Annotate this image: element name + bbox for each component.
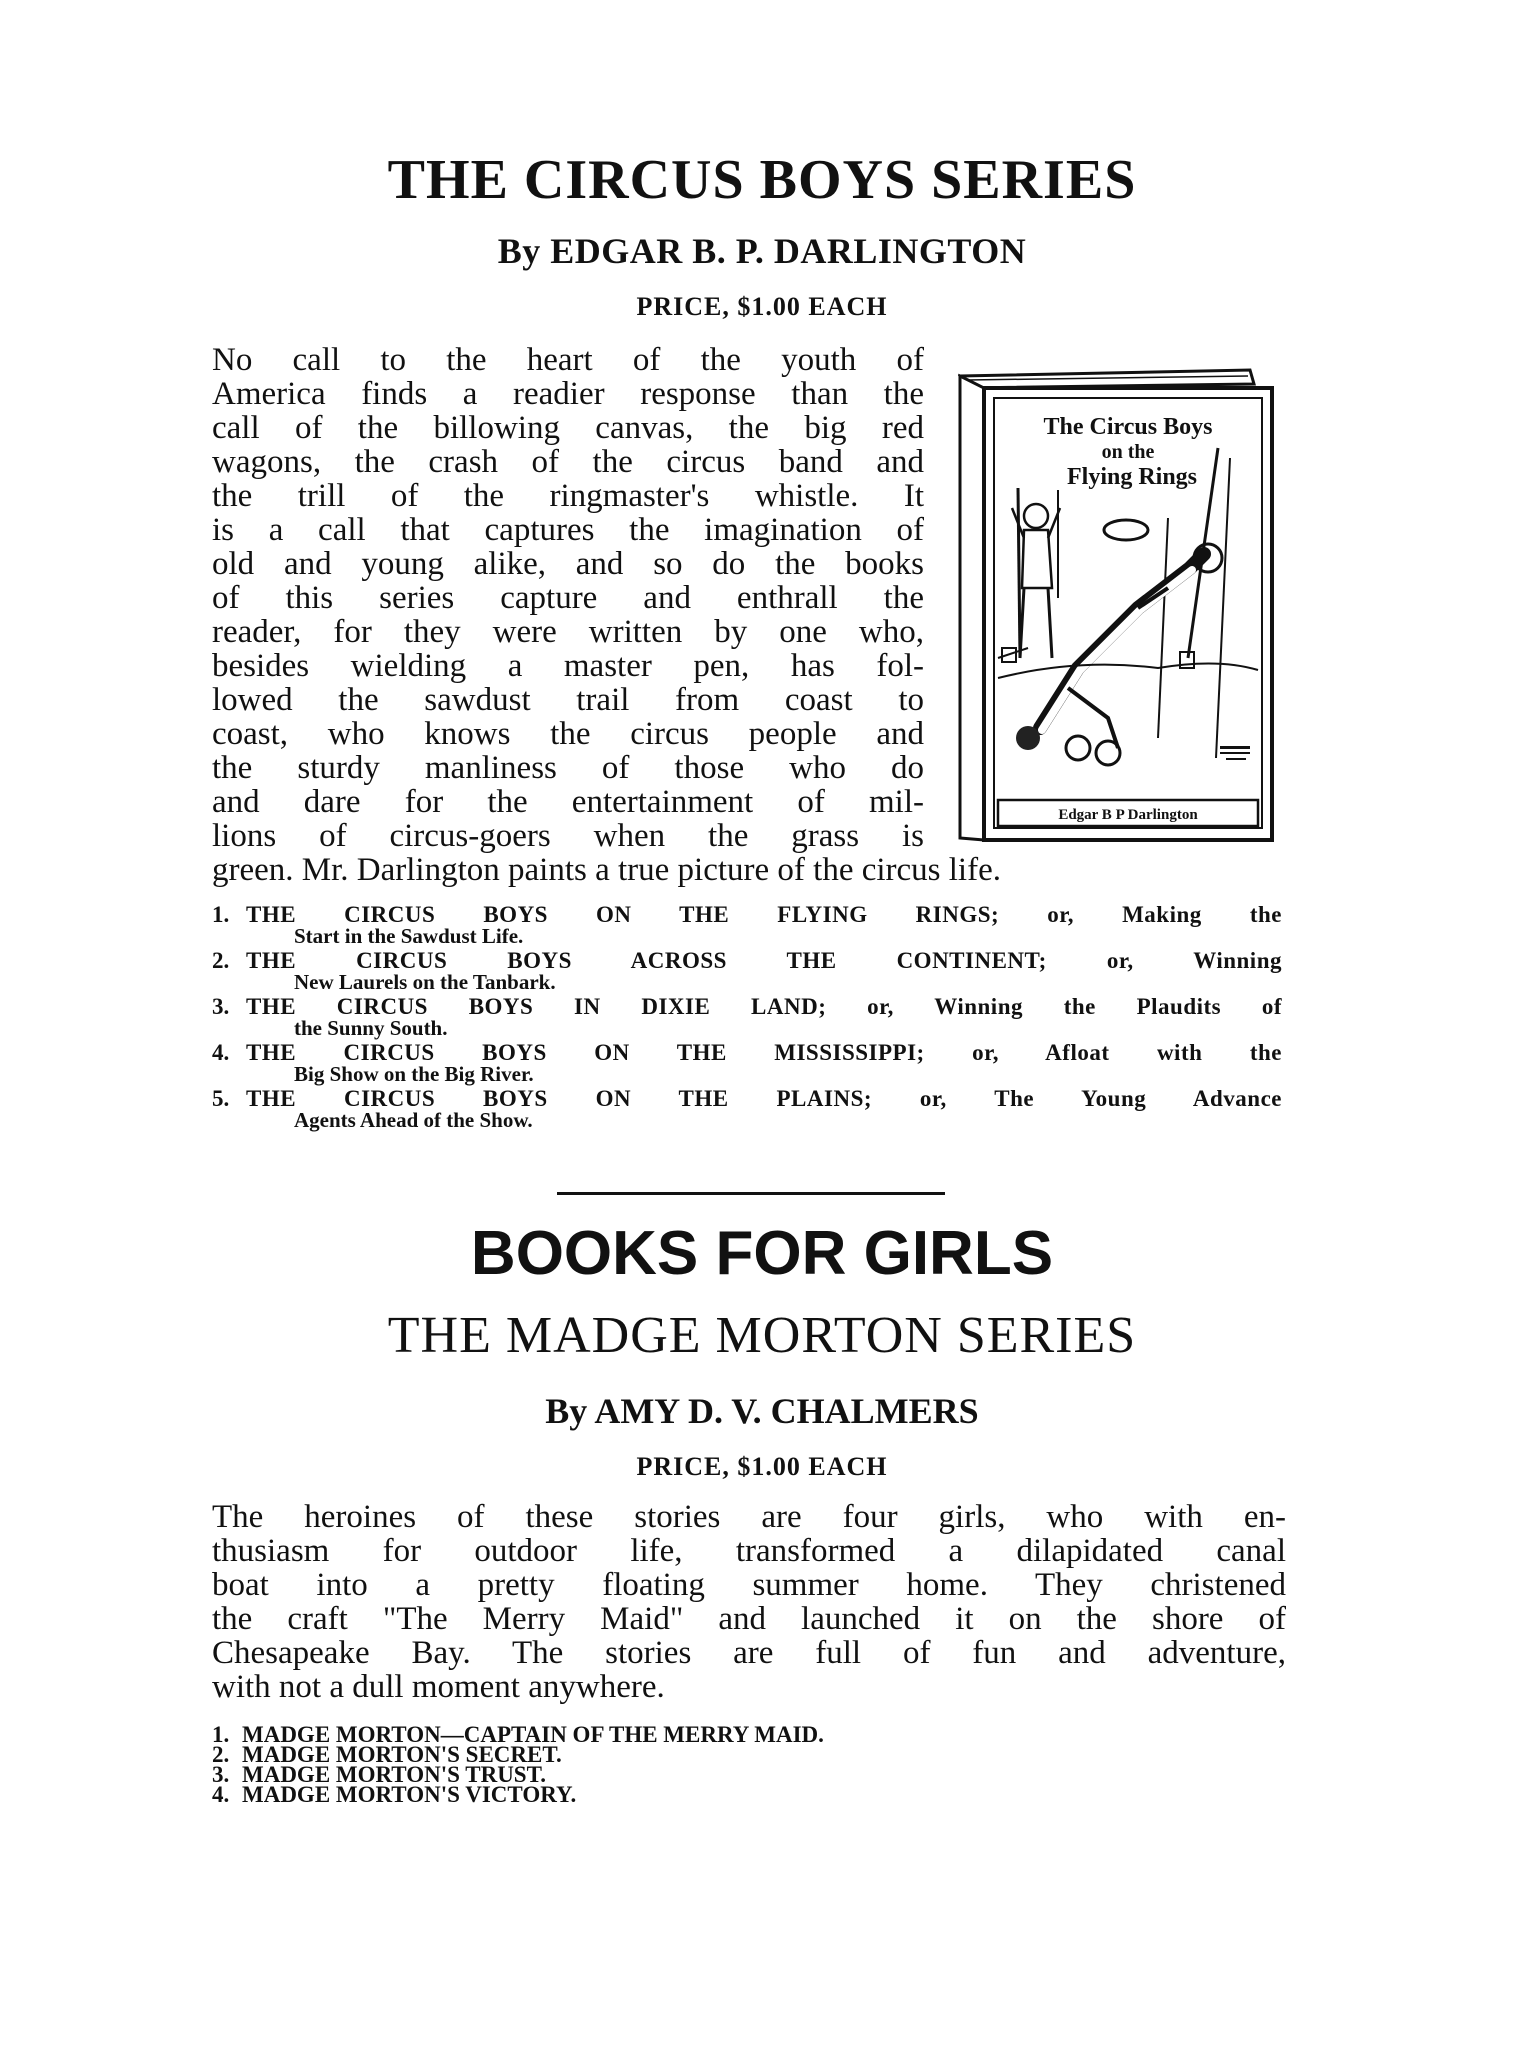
description-line: coast, who knows the circus people and xyxy=(212,716,924,752)
list-item-number: 4. xyxy=(212,1040,230,1065)
list-item-subtitle: New Laurels on the Tanbark. xyxy=(294,970,556,994)
list-item-number: 3. xyxy=(212,994,230,1019)
description-line: America finds a readier response than the xyxy=(212,376,924,412)
description-line: call of the billowing canvas, the big red xyxy=(212,410,924,446)
list-item xyxy=(212,1782,1282,1807)
list-item-number: 1. xyxy=(212,1722,230,1747)
list-item-number: 2. xyxy=(212,948,230,973)
list-item xyxy=(212,1042,1282,1084)
list-item-title: MADGE MORTON'S TRUST. xyxy=(242,1762,546,1787)
description-line: The heroines of these stories are four girls, who with en- xyxy=(212,1499,1286,1535)
list-item-subtitle: Big Show on the Big River. xyxy=(294,1062,534,1086)
madge-morton-series-title: THE MADGE MORTON SERIES xyxy=(387,1307,1137,1364)
circus-boys-price: PRICE, $1.00 EACH xyxy=(636,292,888,321)
description-line: is a call that captures the imagination of xyxy=(212,512,924,548)
list-item-title: THE CIRCUS BOYS ACROSS THE CONTINENT; or, Winning xyxy=(246,948,1282,973)
description-line: the sturdy manliness of those who do xyxy=(212,750,924,786)
list-item-subtitle: Agents Ahead of the Show. xyxy=(294,1108,533,1132)
list-item-number: 3. xyxy=(212,1762,230,1787)
section-divider xyxy=(557,1192,945,1195)
description-line: lowed the sawdust trail from coast to xyxy=(212,682,924,718)
list-item-title: THE CIRCUS BOYS IN DIXIE LAND; or, Winning the Plaudits of xyxy=(246,994,1282,1019)
description-line: lions of circus-goers when the grass is xyxy=(212,818,924,854)
cover-author: Edgar B P Darlington xyxy=(1058,807,1198,823)
cover-title-line3: Flying Rings xyxy=(1066,464,1198,490)
list-item xyxy=(212,996,1282,1038)
description-final-line: with not a dull moment anywhere. xyxy=(212,1669,665,1705)
description-line: reader, for they were written by one who, xyxy=(212,614,924,650)
description-line: boat into a pretty floating summer home. They christened xyxy=(212,1567,1286,1603)
list-item-subtitle: the Sunny South. xyxy=(294,1016,448,1040)
list-item-number: 1. xyxy=(212,902,230,927)
list-item-title: THE CIRCUS BOYS ON THE PLAINS; or, The Young Advance xyxy=(246,1086,1282,1111)
list-item-number: 2. xyxy=(212,1742,230,1767)
description-line: Chesapeake Bay. The stories are full of fun and adventure, xyxy=(212,1635,1286,1671)
list-item-title: THE CIRCUS BOYS ON THE FLYING RINGS; or, Making the xyxy=(246,902,1282,927)
description-line: thusiasm for outdoor life, transformed a dilapidated canal xyxy=(212,1533,1286,1569)
cover-title-line1: The Circus Boys xyxy=(1043,414,1213,440)
circus-boys-author: By EDGAR B. P. DARLINGTON xyxy=(497,231,1027,271)
list-item xyxy=(212,1088,1282,1130)
book-cover-svg xyxy=(958,358,1274,844)
madge-morton-price: PRICE, $1.00 EACH xyxy=(636,1452,888,1481)
list-item-title: MADGE MORTON'S SECRET. xyxy=(242,1742,562,1767)
list-item-number: 4. xyxy=(212,1782,230,1807)
description-line: and dare for the entertainment of mil- xyxy=(212,784,924,820)
madge-morton-book-list xyxy=(212,1722,1282,1807)
description-line: the craft "The Merry Maid" and launched it on the shore of xyxy=(212,1601,1286,1637)
description-line: the trill of the ringmaster's whistle. It xyxy=(212,478,924,514)
list-item-subtitle: Start in the Sawdust Life. xyxy=(294,924,524,948)
description-final-line: green. Mr. Darlington paints a true picture of the circus life. xyxy=(212,852,1001,888)
description-line: of this series capture and enthrall the xyxy=(212,580,924,616)
list-item-title: THE CIRCUS BOYS ON THE MISSISSIPPI; or, Afloat with the xyxy=(246,1040,1282,1065)
list-item-title: MADGE MORTON'S VICTORY. xyxy=(242,1782,577,1807)
cover-title-line2: on the xyxy=(1101,441,1155,463)
description-line: old and young alike, and so do the books xyxy=(212,546,924,582)
circus-boys-description xyxy=(212,343,924,853)
book-cover-illustration xyxy=(958,358,1274,844)
list-item-number: 5. xyxy=(212,1086,230,1111)
list-item-title: MADGE MORTON—CAPTAIN OF THE MERRY MAID. xyxy=(242,1722,824,1747)
description-line: besides wielding a master pen, has fol- xyxy=(212,648,924,684)
circus-boys-series-title: THE CIRCUS BOYS SERIES xyxy=(387,149,1137,211)
books-for-girls-heading: BOOKS FOR GIRLS xyxy=(470,1219,1054,1288)
list-item xyxy=(212,950,1282,992)
description-line: No call to the heart of the youth of xyxy=(212,342,924,378)
description-line: wagons, the crash of the circus band and xyxy=(212,444,924,480)
circus-boys-book-list xyxy=(212,904,1282,1134)
list-item xyxy=(212,904,1282,946)
madge-morton-description xyxy=(212,1500,1286,1704)
madge-morton-author: By AMY D. V. CHALMERS xyxy=(545,1391,979,1431)
